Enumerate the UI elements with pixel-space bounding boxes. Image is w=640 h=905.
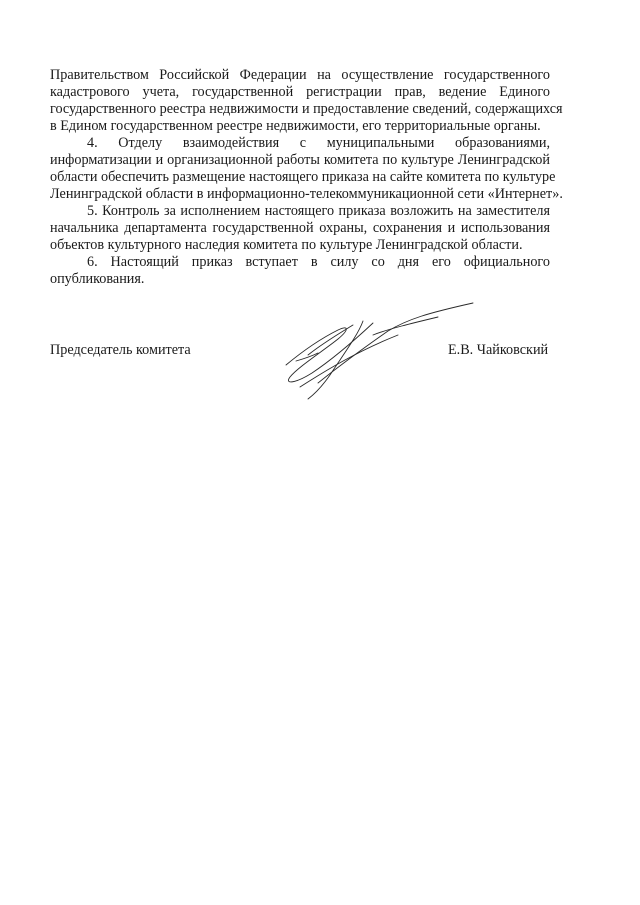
text-line: кадастрового учета, государственной регистрации прав, ведение Единого (50, 84, 550, 100)
text-line: объектов культурного наследия комитета по культуре Ленинградской области. (50, 237, 523, 253)
text-line: начальника департамента государственной охраны, сохранения и использования (50, 220, 550, 236)
text-line: 4. Отделу взаимодействия с муниципальными образованиями, (87, 135, 550, 151)
text-line: государственного реестра недвижимости и предоставление сведений, содержащихся (50, 101, 563, 117)
text-line: Ленинградской области в информационно-телекоммуникационной сети «Интернет». (50, 186, 563, 202)
text-line: области обеспечить размещение настоящего приказа на сайте комитета по культуре (50, 169, 556, 185)
signatory-name: Е.В. Чайковский (448, 342, 549, 358)
text-line: в Едином государственном реестре недвижимости, его территориальные органы. (50, 118, 541, 134)
text-line: 6. Настоящий приказ вступает в силу со дня его официального (87, 254, 550, 270)
text-line: Правительством Российской Федерации на осуществление государственного (50, 67, 550, 83)
signatory-position: Председатель комитета (50, 342, 191, 358)
text-line: опубликования. (50, 271, 145, 287)
text-line: 5. Контроль за исполнением настоящего приказа возложить на заместителя (87, 203, 550, 219)
text-line: информатизации и организационной работы комитета по культуре Ленинградской (50, 152, 550, 168)
